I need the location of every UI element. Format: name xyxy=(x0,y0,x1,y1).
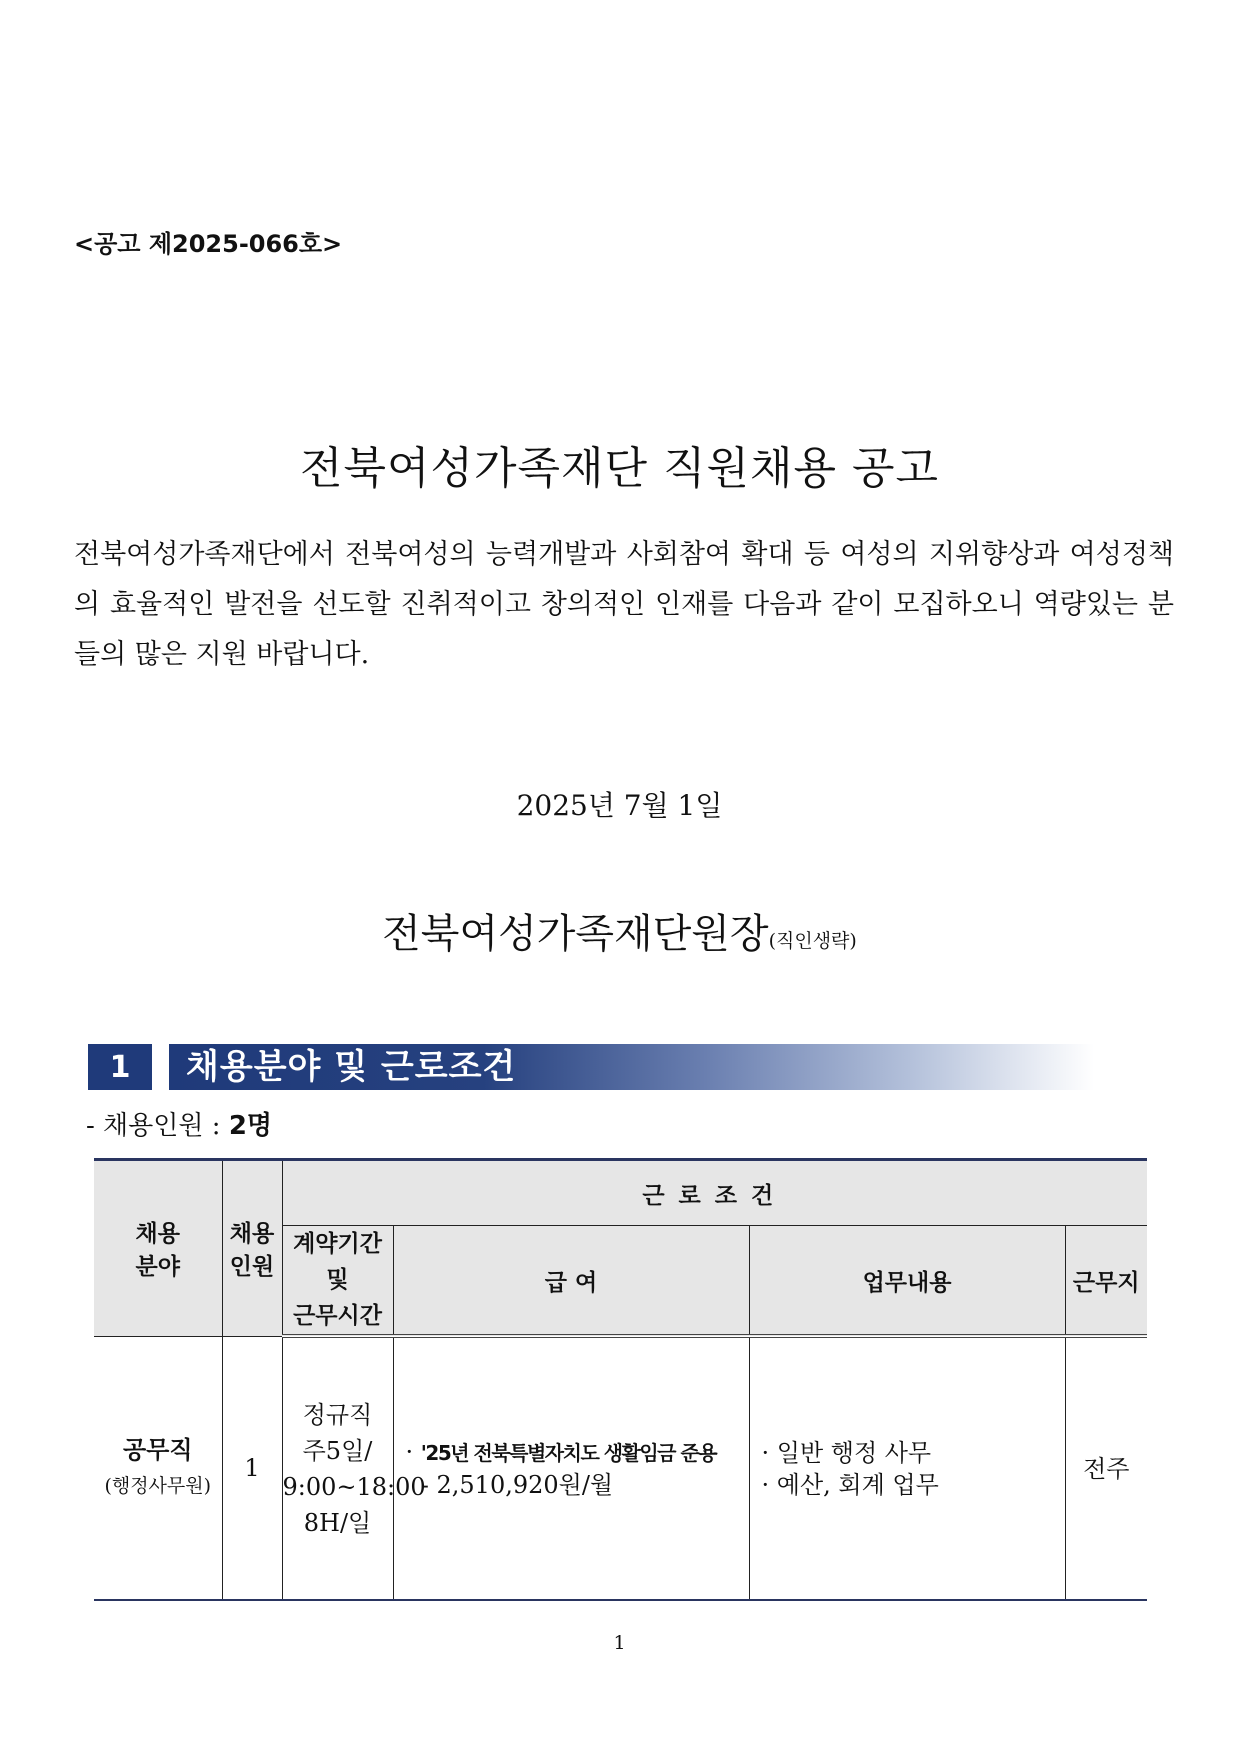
recruit-value: 2명 xyxy=(228,1111,273,1141)
cell-contract: 정규직 주5일/ 9:00~18:00 8H/일 xyxy=(282,1336,393,1600)
signer xyxy=(0,902,1239,959)
intro-paragraph: 전북여성가족재단에서 전북여성의 능력개발과 사회참여 확대 등 여성의 지위향상과 여성정책의 효율적인 발전을 선도할 진취적이고 창의적인 인재를 다음과 같이 모집하오니 역량있는 분들의 많은 지원 바랍니다. xyxy=(74,539,1174,670)
section-number: 1 xyxy=(88,1044,152,1090)
recruit-label: - 채용인원 : xyxy=(86,1111,229,1141)
header-duty: 업무내용 xyxy=(749,1226,1065,1337)
seal-note: (직인생략) xyxy=(768,930,857,952)
header-field: 채용 분야 xyxy=(94,1160,222,1337)
cell-duty: · 일반 행정 사무 · 예산, 회계 업무 xyxy=(749,1336,1065,1600)
header-location: 근무지 xyxy=(1065,1226,1147,1337)
cell-location: 전주 xyxy=(1065,1336,1147,1600)
notice-number: <공고 제2025-066호> xyxy=(74,230,343,258)
header-contract: 계약기간 및 근무시간 xyxy=(282,1226,393,1337)
header-pay: 급 여 xyxy=(393,1226,749,1337)
page-title: 전북여성가족재단 직원채용 공고 xyxy=(299,443,940,494)
pay-basis: '25년 전북특별자치도 생활임금 준용 xyxy=(420,1441,717,1465)
cell-pay: · '25년 전북특별자치도 생활임금 준용 - 2,510,920원/월 xyxy=(393,1336,749,1600)
section-title: 채용분야 및 근로조건 xyxy=(186,1047,517,1087)
pay-amount: - 2,510,920원/월 xyxy=(420,1471,614,1499)
recruit-count xyxy=(86,1105,272,1142)
cell-field: 공무직 (행정사무원) xyxy=(94,1336,222,1600)
signer-name: 전북여성가족재단원장 xyxy=(382,911,769,957)
conditions-table xyxy=(94,1158,1147,1601)
notice-date: 2025년 7월 1일 xyxy=(516,789,723,822)
header-headcount: 채용 인원 xyxy=(222,1160,282,1337)
page-number: 1 xyxy=(613,1632,626,1654)
header-conditions: 근로조건 xyxy=(282,1160,1147,1226)
cell-headcount: 1 xyxy=(222,1336,282,1600)
